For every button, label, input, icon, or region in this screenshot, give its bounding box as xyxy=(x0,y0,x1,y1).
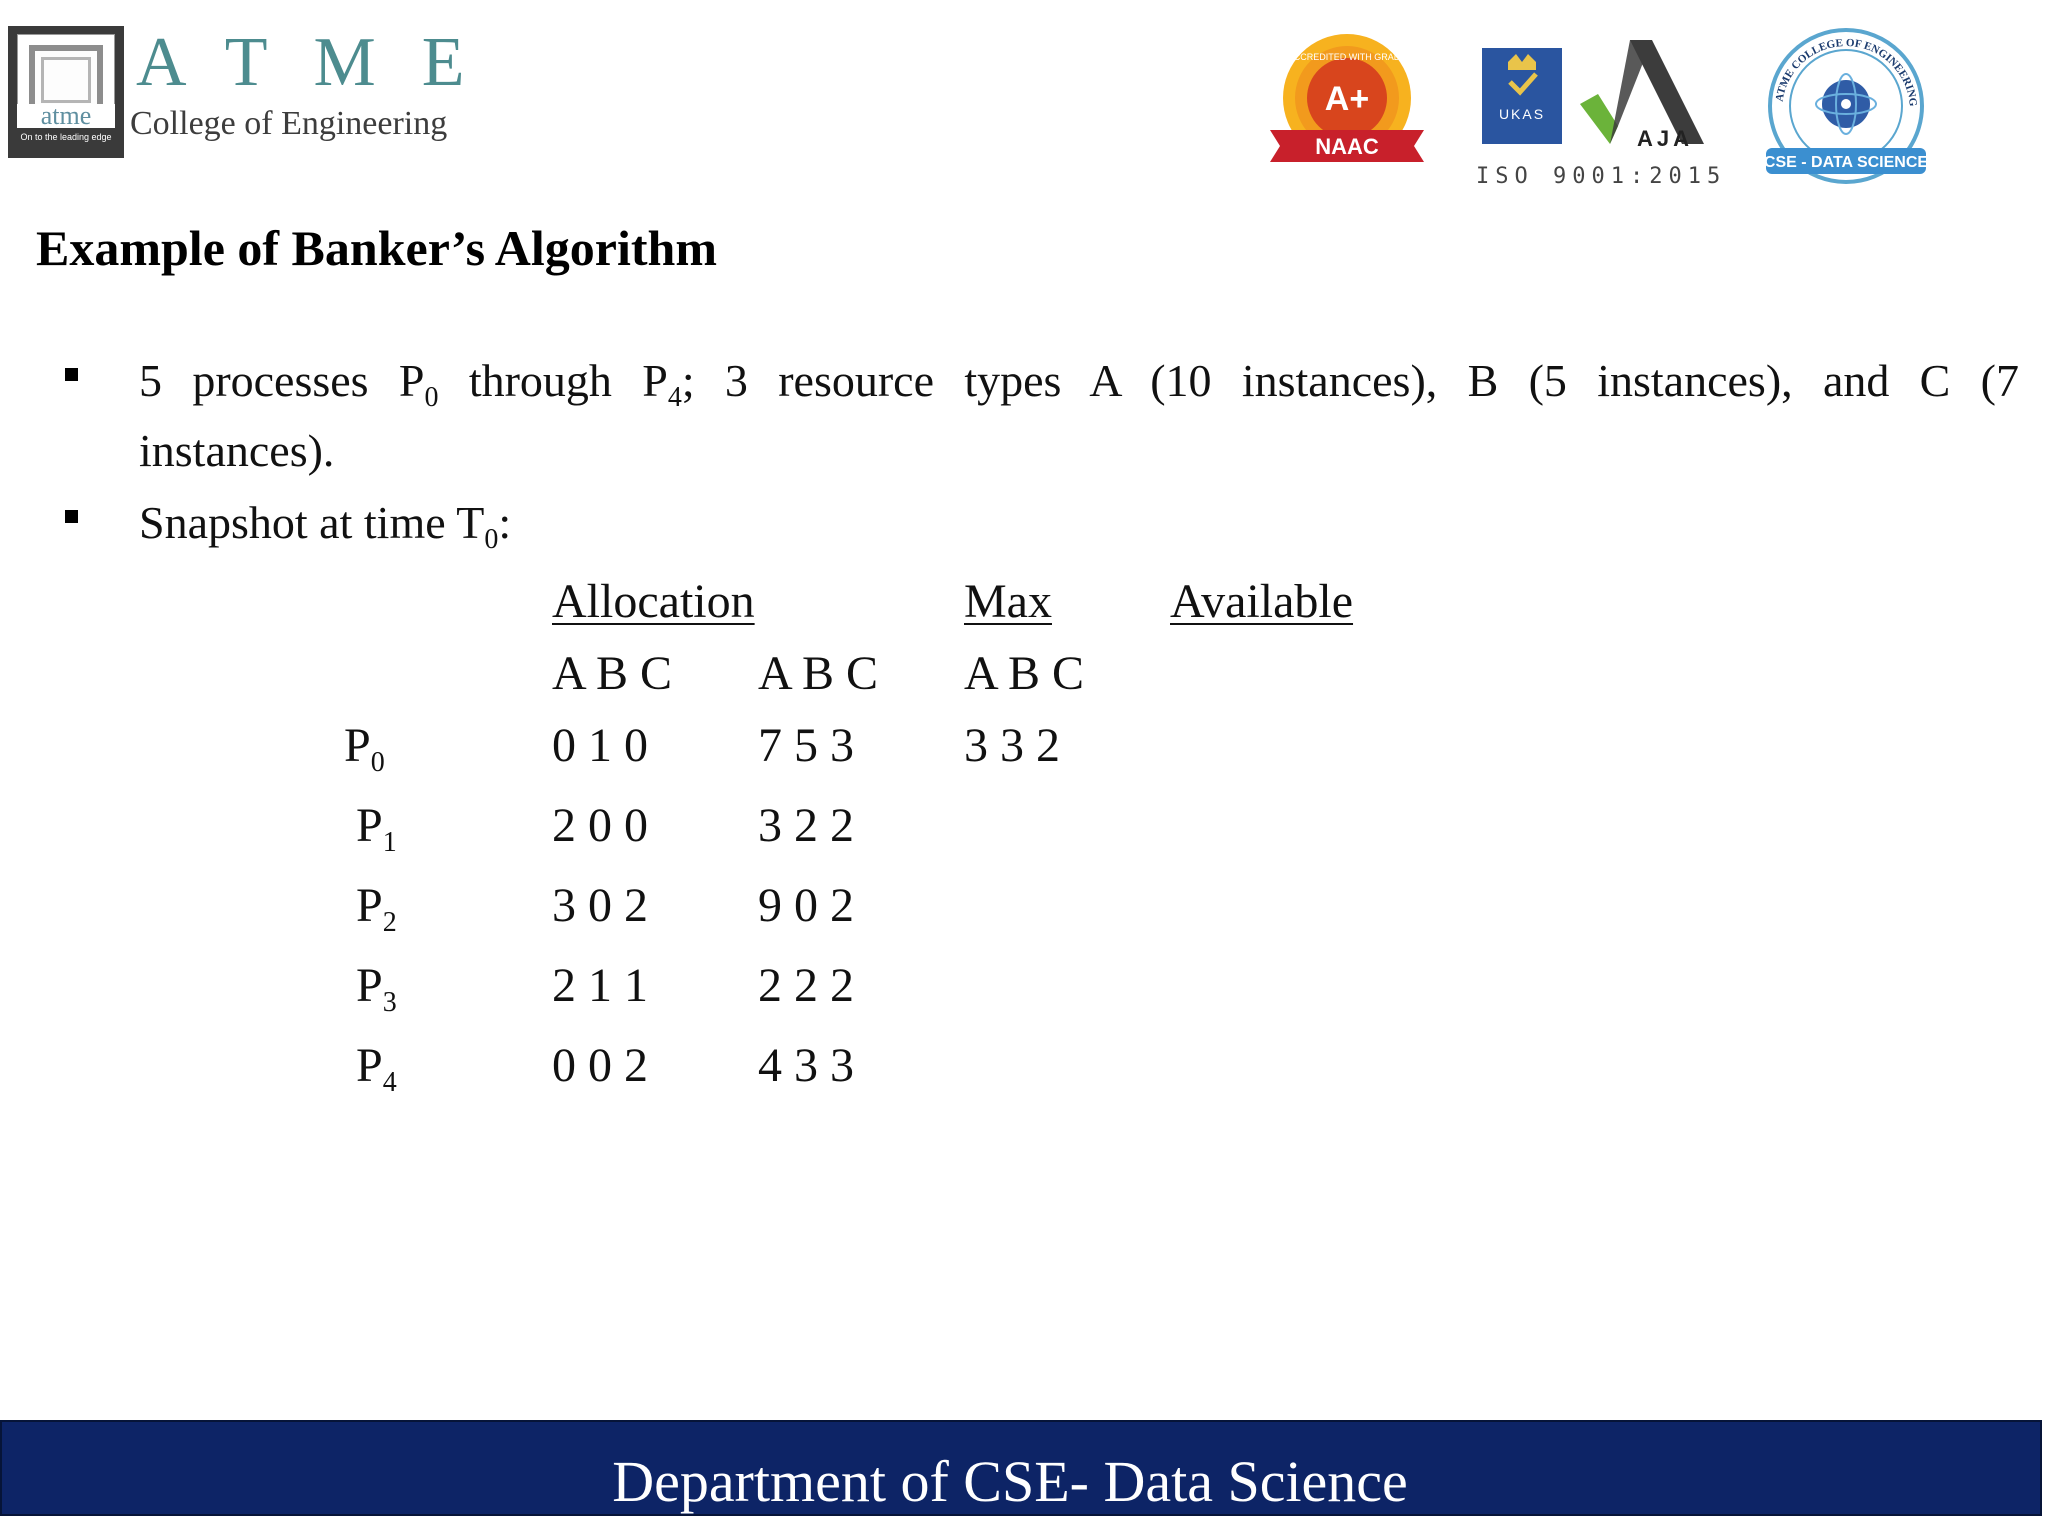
ukas-label: UKAS xyxy=(1498,106,1546,122)
available-p0: 3 3 2 xyxy=(964,719,1060,772)
logo-text: atme xyxy=(17,104,115,128)
naac-label: NAAC xyxy=(1315,134,1379,159)
atme-logo xyxy=(8,26,124,158)
max-p3: 2 2 2 xyxy=(758,959,854,1012)
process-label-p3: $P_3$ xyxy=(356,959,397,1018)
allocation-p4: 0 0 2 xyxy=(552,1039,648,1092)
aja-badge xyxy=(1570,34,1710,164)
max-p2: 9 0 2 xyxy=(758,879,854,932)
bullet-text-2: Snapshot at time $T_0$: xyxy=(139,497,512,555)
max-p1: 3 2 2 xyxy=(758,799,854,852)
process-label-p0: $P_0$ xyxy=(344,719,385,778)
process-label-p4: $P_4$ xyxy=(356,1039,397,1098)
cse-badge-label: CSE - DATA SCIENCE xyxy=(1763,154,1929,171)
crown-check-icon xyxy=(1482,48,1562,104)
allocation-p3: 2 1 1 xyxy=(552,959,648,1012)
logo-tagline: On to the leading edge xyxy=(20,132,112,142)
max-p0: 7 5 3 xyxy=(758,719,854,772)
allocation-p1: 2 0 0 xyxy=(552,799,648,852)
footer-text: Department of CSE- Data Science xyxy=(612,1449,1408,1514)
slide-title: Example of Banker’s Algorithm xyxy=(36,220,717,276)
allocation-p2: 3 0 2 xyxy=(552,879,648,932)
college-name: College of Engineering xyxy=(130,105,448,142)
cse-ring-text: ATME COLLEGE OF ENGINEERING xyxy=(1773,36,1919,108)
process-label-p1: $P_1$ xyxy=(356,799,397,858)
brand-letters: ATME xyxy=(136,24,511,101)
allocation-p0: 0 1 0 xyxy=(552,719,648,772)
iso-label: ISO 9001:2015 xyxy=(1476,164,1727,189)
subheader-max: A B C xyxy=(758,647,879,700)
naac-grade: A+ xyxy=(1324,80,1370,118)
process-label-p2: $P_2$ xyxy=(356,879,397,938)
bullet-marker-2 xyxy=(65,510,78,523)
max-p4: 4 3 3 xyxy=(758,1039,854,1092)
header-max: Max xyxy=(964,575,1052,628)
naac-badge xyxy=(1262,30,1432,180)
header-allocation: Allocation xyxy=(552,575,755,628)
naac-ring-text: ACCREDITED WITH GRADE xyxy=(1287,52,1407,62)
bullet-text-1: 5 processes $P_0$ through $P_4$; 3 resource types A (10 instances), B (5 instances), and C (7 xyxy=(139,355,2019,413)
subheader-available: A B C xyxy=(964,647,1085,700)
cse-data-science-badge xyxy=(1752,16,1940,190)
bullet-marker-1 xyxy=(65,368,78,381)
subheader-allocation: A B C xyxy=(552,647,673,700)
header-available: Available xyxy=(1170,575,1354,628)
bullet-text-1-continued: instances). xyxy=(139,425,335,476)
aja-label: AJA xyxy=(1636,126,1694,151)
ukas-badge xyxy=(1482,48,1562,144)
